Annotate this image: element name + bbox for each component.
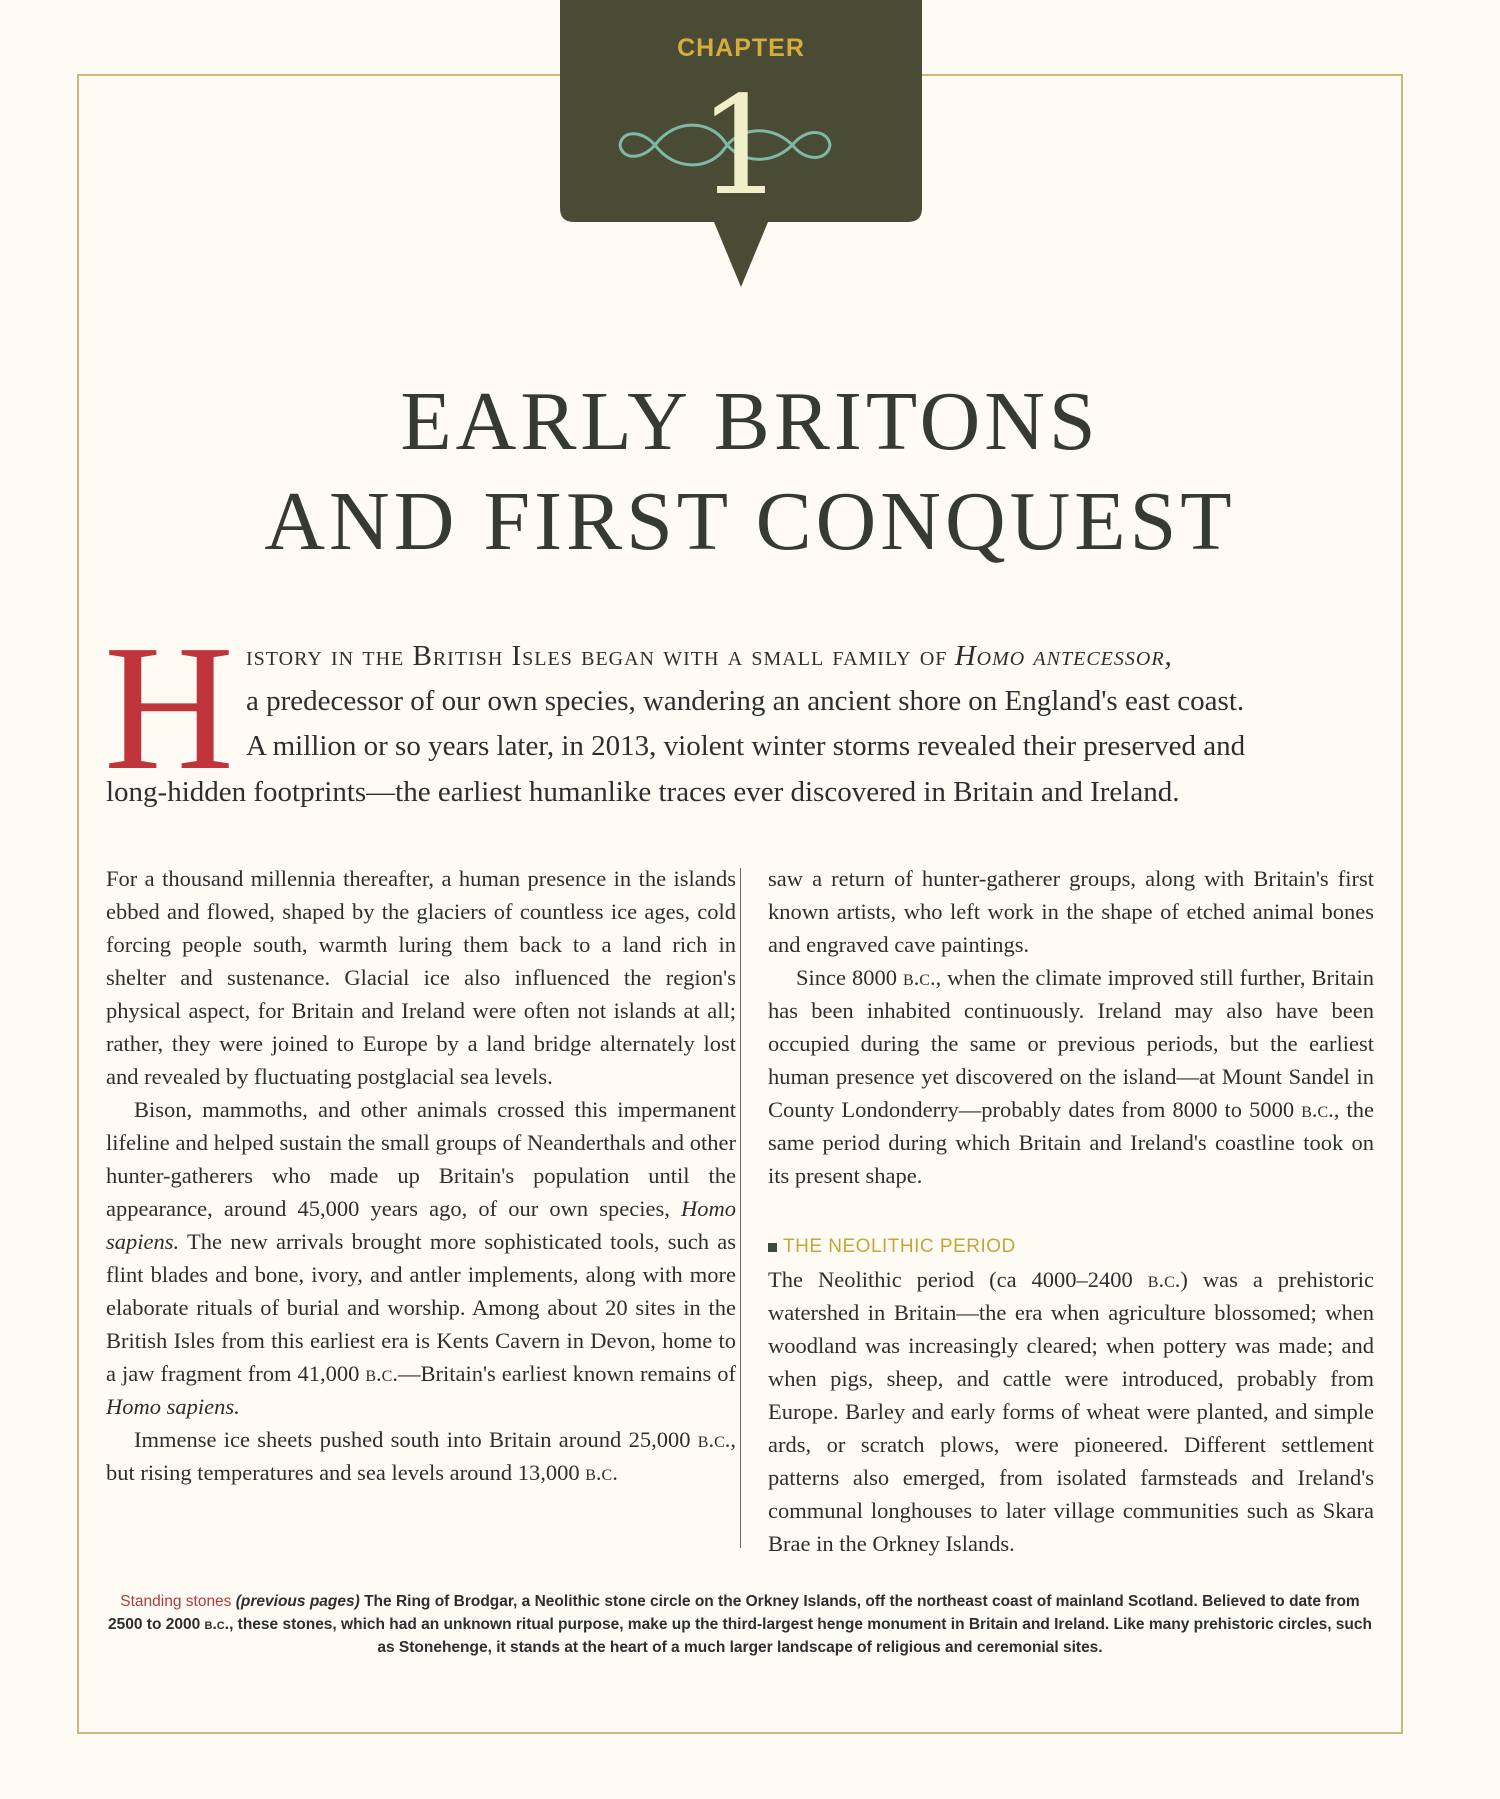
- title-line-2: AND FIRST CONQUEST: [264, 475, 1236, 568]
- title-line-1: EARLY BRITONS: [400, 375, 1100, 468]
- drop-cap: H: [104, 608, 234, 807]
- bullet-square-icon: [768, 1243, 777, 1252]
- intro-line-3: A million or so years later, in 2013, violent winter storms revealed their preserved and: [246, 730, 1246, 762]
- photo-caption: Standing stones (previous pages) The Ring of Brodgar, a Neolithic stone circle on the Orkney Islands, off the northeast coast of mainland Scotland. Believed to date from 2500 to 2000 b.c., these stones, which had an unknown ritual purpose, make up the third-largest henge monument in Britain and Ireland. Like many prehistoric circles, such as Stonehenge, it stands at the heart of a much larger landscape of religious and ceremonial sites.: [108, 1593, 1372, 1656]
- intro-species: Homo antecessor,: [954, 640, 1173, 672]
- column-divider: [740, 868, 741, 1548]
- caption-lead: Standing stones: [120, 1593, 232, 1610]
- chapter-label: CHAPTER: [677, 34, 805, 62]
- paragraph: Immense ice sheets pushed south into Britain around 25,000 b.c., but rising temperatures and sea levels around 13,000 b.c.: [106, 1427, 736, 1485]
- caption-paren: (previous pages): [235, 1593, 360, 1610]
- intro-line-1: [246, 640, 1173, 673]
- right-column: [768, 862, 1374, 1560]
- paragraph: Bison, mammoths, and other animals crossed this impermanent lifeline and helped sustain the small groups of Neanderthals and other hunter-gatherers who made up Britain's population until the appearance, around 45,000 years ago, of our own species, Homo sapiens. The new arrivals brought more sophisticated tools, such as flint blades and bone, ivory, and antler implements, along with more elaborate rituals of burial and worship. Among about 20 sites in the British Isles from this earliest era is Kents Cavern in Devon, home to a jaw fragment from 41,000 b.c.—Britain's earliest known remains of Homo sapiens.: [106, 1097, 737, 1419]
- paragraph: The Neolithic period (ca 4000–2400 b.c.) was a prehistoric watershed in Britain—the era when agriculture blossomed; when woodland was increasingly cleared; when pottery was made; and when pigs, sheep, and cattle were introduced, probably from Europe. Barley and early forms of wheat were planted, and simple ards, or scratch plows, were pioneered. Different settlement patterns also emerged, from isolated farmsteads and Ireland's communal longhouses to later village communities such as Skara Brae in the Orkney Islands.: [768, 1267, 1375, 1556]
- paragraph: For a thousand millennia thereafter, a human presence in the islands ebbed and flowed, shaped by the glaciers of countless ice ages, cold forcing people south, warmth luring them back to a land rich in shelter and sustenance. Glacial ice also influenced the region's physical aspect, for Britain and Ireland were often not islands at all; rather, they were joined to Europe by a land bridge alternately lost and revealed by fluctuating postglacial sea levels.: [106, 866, 736, 1089]
- intro-line-1-text: istory in the British Isles began with a small family of: [246, 640, 948, 672]
- intro-line-4: long-hidden footprints—the earliest humanlike traces ever discovered in Britain and Ireland.: [106, 776, 1180, 808]
- paragraph: saw a return of hunter-gatherer groups, along with Britain's first known artists, who left work in the shape of etched animal bones and engraved cave paintings.: [768, 866, 1374, 957]
- left-column: [106, 862, 736, 1489]
- intro-line-2: a predecessor of our own species, wandering an ancient shore on England's east coast.: [246, 685, 1245, 717]
- paragraph: Since 8000 b.c., when the climate improved still further, Britain has been inhabited continuously. Ireland may also have been occupied during the same or previous periods, but the earliest human presence yet discovered on the island—at Mount Sandel in County Londonderry—probably dates from 8000 to 5000 b.c., the same period during which Britain and Ireland's coastline took on its present shape.: [768, 965, 1374, 1188]
- chapter-number: 1: [697, 68, 785, 226]
- page-title: [120, 372, 1380, 572]
- section-heading: THE NEOLITHIC PERIOD: [768, 1230, 1374, 1263]
